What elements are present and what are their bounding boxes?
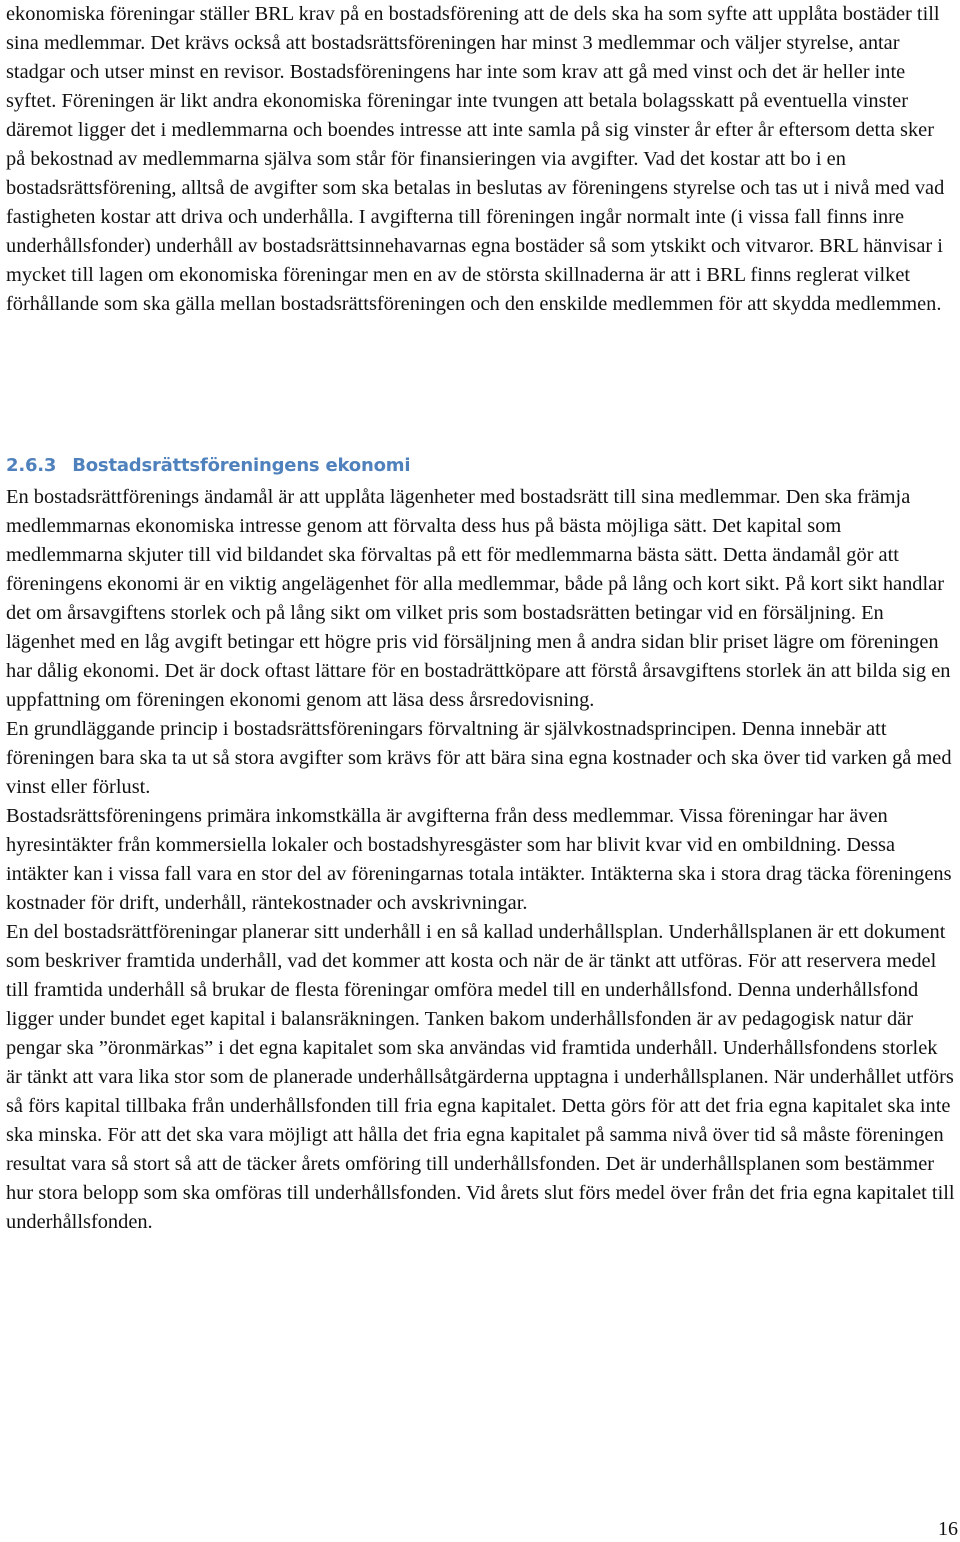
- intro-paragraph: ekonomiska föreningar ställer BRL krav på en bostadsförening att de dels ska ha som syfte att upplåta bostäder till sina medlemmar. Det krävs också att bostadsrättsföreningen har minst 3 medlemmar och väljer styrelse, antar stadgar och utser minst en revisor. Bostadsföreningens har inte som krav att gå med vinst och det är heller inte syftet. Föreningen är likt andra ekonomiska föreningar inte tvungen att betala bolagsskatt på eventuella vinster däremot ligger det i medlemmarna och boendes intresse att inte samla på sig vinster år efter år eftersom detta sker på bekostnad av medlemmarna själva som står för finansieringen via avgifter. Vad det kostar att bo i en bostadsrättsförening, alltså de avgifter som ska betalas in beslutas av föreningens styrelse och tas ut i nivå med vad fastigheten kostar att driva och underhålla. I avgifterna till föreningen ingår normalt inte (i vissa fall finns inre underhållsfonder) underhåll av bostadsrättsinnehavarnas egna bostäder så som ytskikt och vitvaror. BRL hänvisar i mycket till lagen om ekonomiska föreningar men en av de största skillnaderna är att i BRL finns reglerat vilket förhållande som ska gälla mellan bostadsrättsföreningen och den enskilde medlemmen för att skydda medlemmen.: [6, 3, 945, 315]
- page-number: 16: [938, 1518, 958, 1540]
- section-heading: [6, 452, 410, 480]
- section-title: Bostadsrättsföreningens ekonomi: [72, 455, 411, 476]
- paragraph: Bostadsrättsföreningens primära inkomstkälla är avgifterna från dess medlemmar. Vissa föreningar har även hyresintäkter från kommersiella lokaler och bostadshyresgäster som har blivit kvar vid en ombildning. Dessa intäkter kan i vissa fall vara en stor del av föreningarnas totala intäkter. Intäkterna ska i stora drag täcka föreningens kostnader för drift, underhåll, räntekostnader och avskrivningar.: [6, 805, 952, 914]
- paragraph: En del bostadsrättföreningar planerar sitt underhåll i en så kallad underhållsplan. Underhållsplanen är ett dokument som beskriver framtida underhåll, vad det kommer att kosta och när de är tänkt att utföras. För att reservera medel till framtida underhåll så brukar de flesta föreningar omföra medel till en underhållsfond. Denna underhållsfond ligger under bundet eget kapital i balansräkningen. Tanken bakom underhållsfonden är av pedagogisk natur där pengar ska ”öronmärkas” i det egna kapitalet som ska användas vid framtida underhåll. Underhållsfondens storlek är tänkt att vara lika stor som de planerade underhållsåtgärderna upptagna i underhållsplanen. När underhållet utförs så förs kapital tillbaka från underhållsfonden till fria egna kapitalet. Detta görs för att det fria egna kapitalet ska inte ska minska. För att det ska vara möjligt att hålla det fria egna kapitalet på samma nivå över tid så måste föreningen resultat vara så stort så att de täcker årets omföring till underhållsfonden. Det är underhållsplanen som bestämmer hur stora belopp som ska omföras till underhållsfonden. Vid årets slut förs medel över från det fria egna kapitalet till underhållsfonden.: [6, 921, 955, 1233]
- section-number: 2.6.3: [6, 455, 57, 476]
- paragraph: En grundläggande princip i bostadsrättsföreningars förvaltning är självkostnadsprincipen. Denna innebär att föreningen bara ska ta ut så stora avgifter som krävs för att bära sina egna kostnader och ska över tid varken gå med vinst eller förlust.: [6, 718, 952, 798]
- paragraph: En bostadsrättförenings ändamål är att upplåta lägenheter med bostadsrätt till sina medlemmar. Den ska främja medlemmarnas ekonomiska intresse genom att förvalta dess hus på bästa möjliga sätt. Det kapital som medlemmarna skjuter till vid bildandet ska förvaltas på ett för medlemmarna bästa sätt. Detta ändamål gör att föreningens ekonomi är en viktig angelägenhet för alla medlemmar, både på lång och kort sikt. På kort sikt handlar det om årsavgiftens storlek och på lång sikt om vilket pris som bostadsrätten betingar vid en försäljning. En lägenhet med en låg avgift betingar ett högre pris vid försäljning men å andra sidan blir priset lägre om föreningen har dålig ekonomi. Det är dock oftast lättare för en bostadrättköpare att förstå årsavgiftens storlek än att bilda sig en uppfattning om föreningen ekonomi genom att läsa dess årsredovisning.: [6, 486, 951, 711]
- section-body: [6, 483, 956, 1237]
